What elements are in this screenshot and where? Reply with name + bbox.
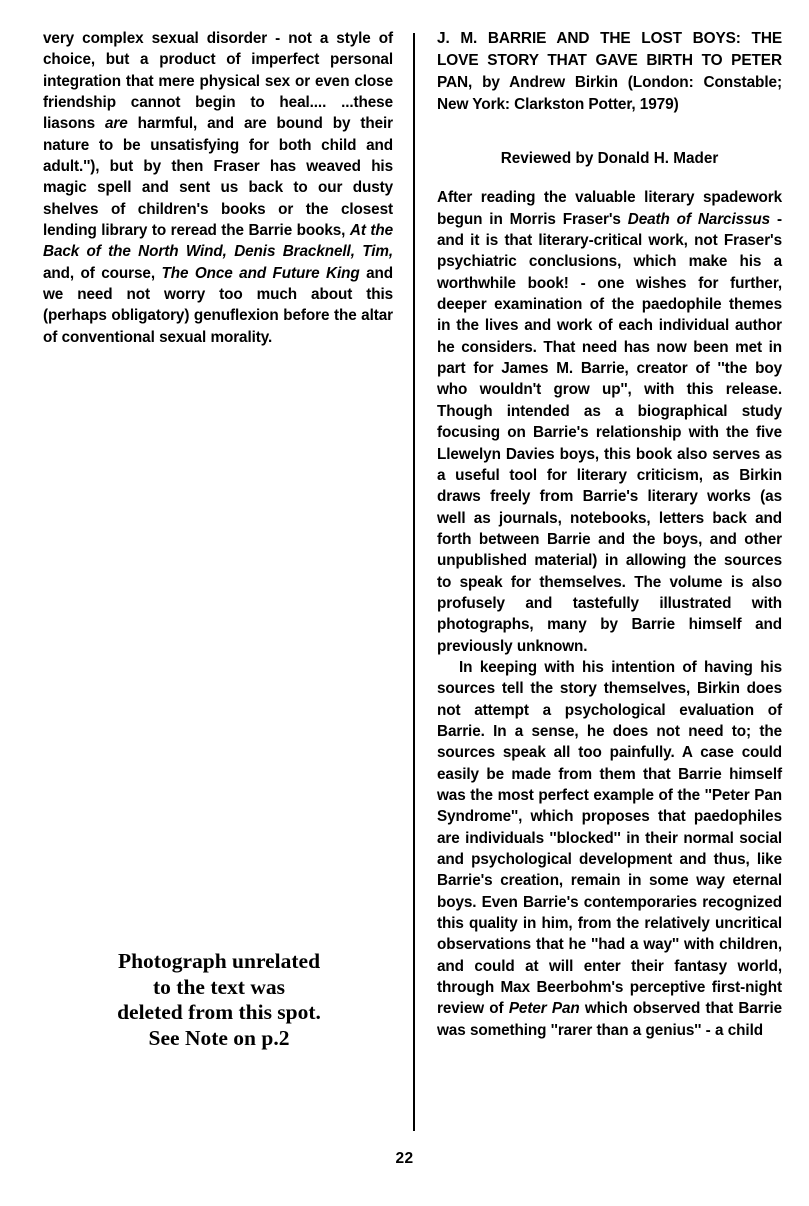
photo-removed-notice — [43, 949, 395, 1051]
left-column — [43, 28, 393, 348]
photo-note-line: deleted from this spot. — [117, 1000, 321, 1024]
photo-note-line: Photograph unrelated — [117, 949, 321, 973]
continued-paragraph: very complex sexual disorder - not a style of choice, but a product of imperfect personal integration that mere physical sex or even close friendship cannot begin to heal.... ...these liasons are harmful, and are bound by their nature to be unsatisfying for both child and adult.''), but by then Fraser has weaved his magic spell and sent us back to our dusty shelves of children's books or the closest lending library to reread the Barrie books, At the Back of the North Wind, Denis Bracknell, Tim, and, of course, The Once and Future King and we need not worry too much about this (perhaps obligatory) genuflexion before the altar of conventional sexual morality. — [43, 30, 394, 346]
page-number: 22 — [395, 1150, 414, 1167]
reviewer-byline: Reviewed by Donald H. Mader — [500, 150, 719, 168]
review-heading: J. M. BARRIE AND THE LOST BOYS: THE LOVE STORY THAT GAVE BIRTH TO PETER PAN, by Andrew Birkin (London: Constable; New York: Clarkston Potter, 1979) — [437, 30, 782, 114]
photo-note-line: See Note on p.2 — [148, 1025, 290, 1050]
review-paragraph: After reading the valuable literary spadework begun in Morris Fraser's Death of Narcissus - and it is that literary-critical work, not Fraser's psychiatric conclusions, which make his a worthwhile book! - one wishes for further, deeper examination of the paedophile themes in the lives and work of each individual author he considers. That need has now been met in part for James M. Barrie, creator of ''the boy who wouldn't grow up'', with this release. Though intended as a biographical study focusing on Barrie's relationship with the five Llewelyn Davies boys, this book also serves as a useful tool for literary criticism, as Birkin draws freely from Barrie's literary works (as well as journals, notebooks, letters back and forth between Barrie and the boys, and other unpublished material) in allowing the sources to speak for themselves. The volume is also profusely and tastefully illustrated with photographs, many by Barrie himself and previously unknown. — [437, 189, 782, 655]
photo-note-line: to the text was — [153, 974, 285, 999]
review-paragraph: In keeping with his intention of having his sources tell the story themselves, Birkin does not attempt a psychological evaluation of Barrie. In a sense, he does not need to; the sources speak all too painfully. A case could easily be made from them that Barrie himself was the most perfect example of the ''Peter Pan Syndrome'', which proposes that paedophiles are individuals ''blocked'' in their normal social and psychological development and thus, like Barrie's creation, remain in some way eternal boys. Even Barrie's contemporaries recognized this quality in him, from the relatively uncritical observations that he ''had a way'' with children, and could at will enter their fantasy world, through Max Beerbohm's perceptive first-night review of Peter Pan which observed that Barrie was something ''rarer than a genius'' - a child — [437, 658, 783, 1039]
right-column — [437, 28, 782, 1041]
